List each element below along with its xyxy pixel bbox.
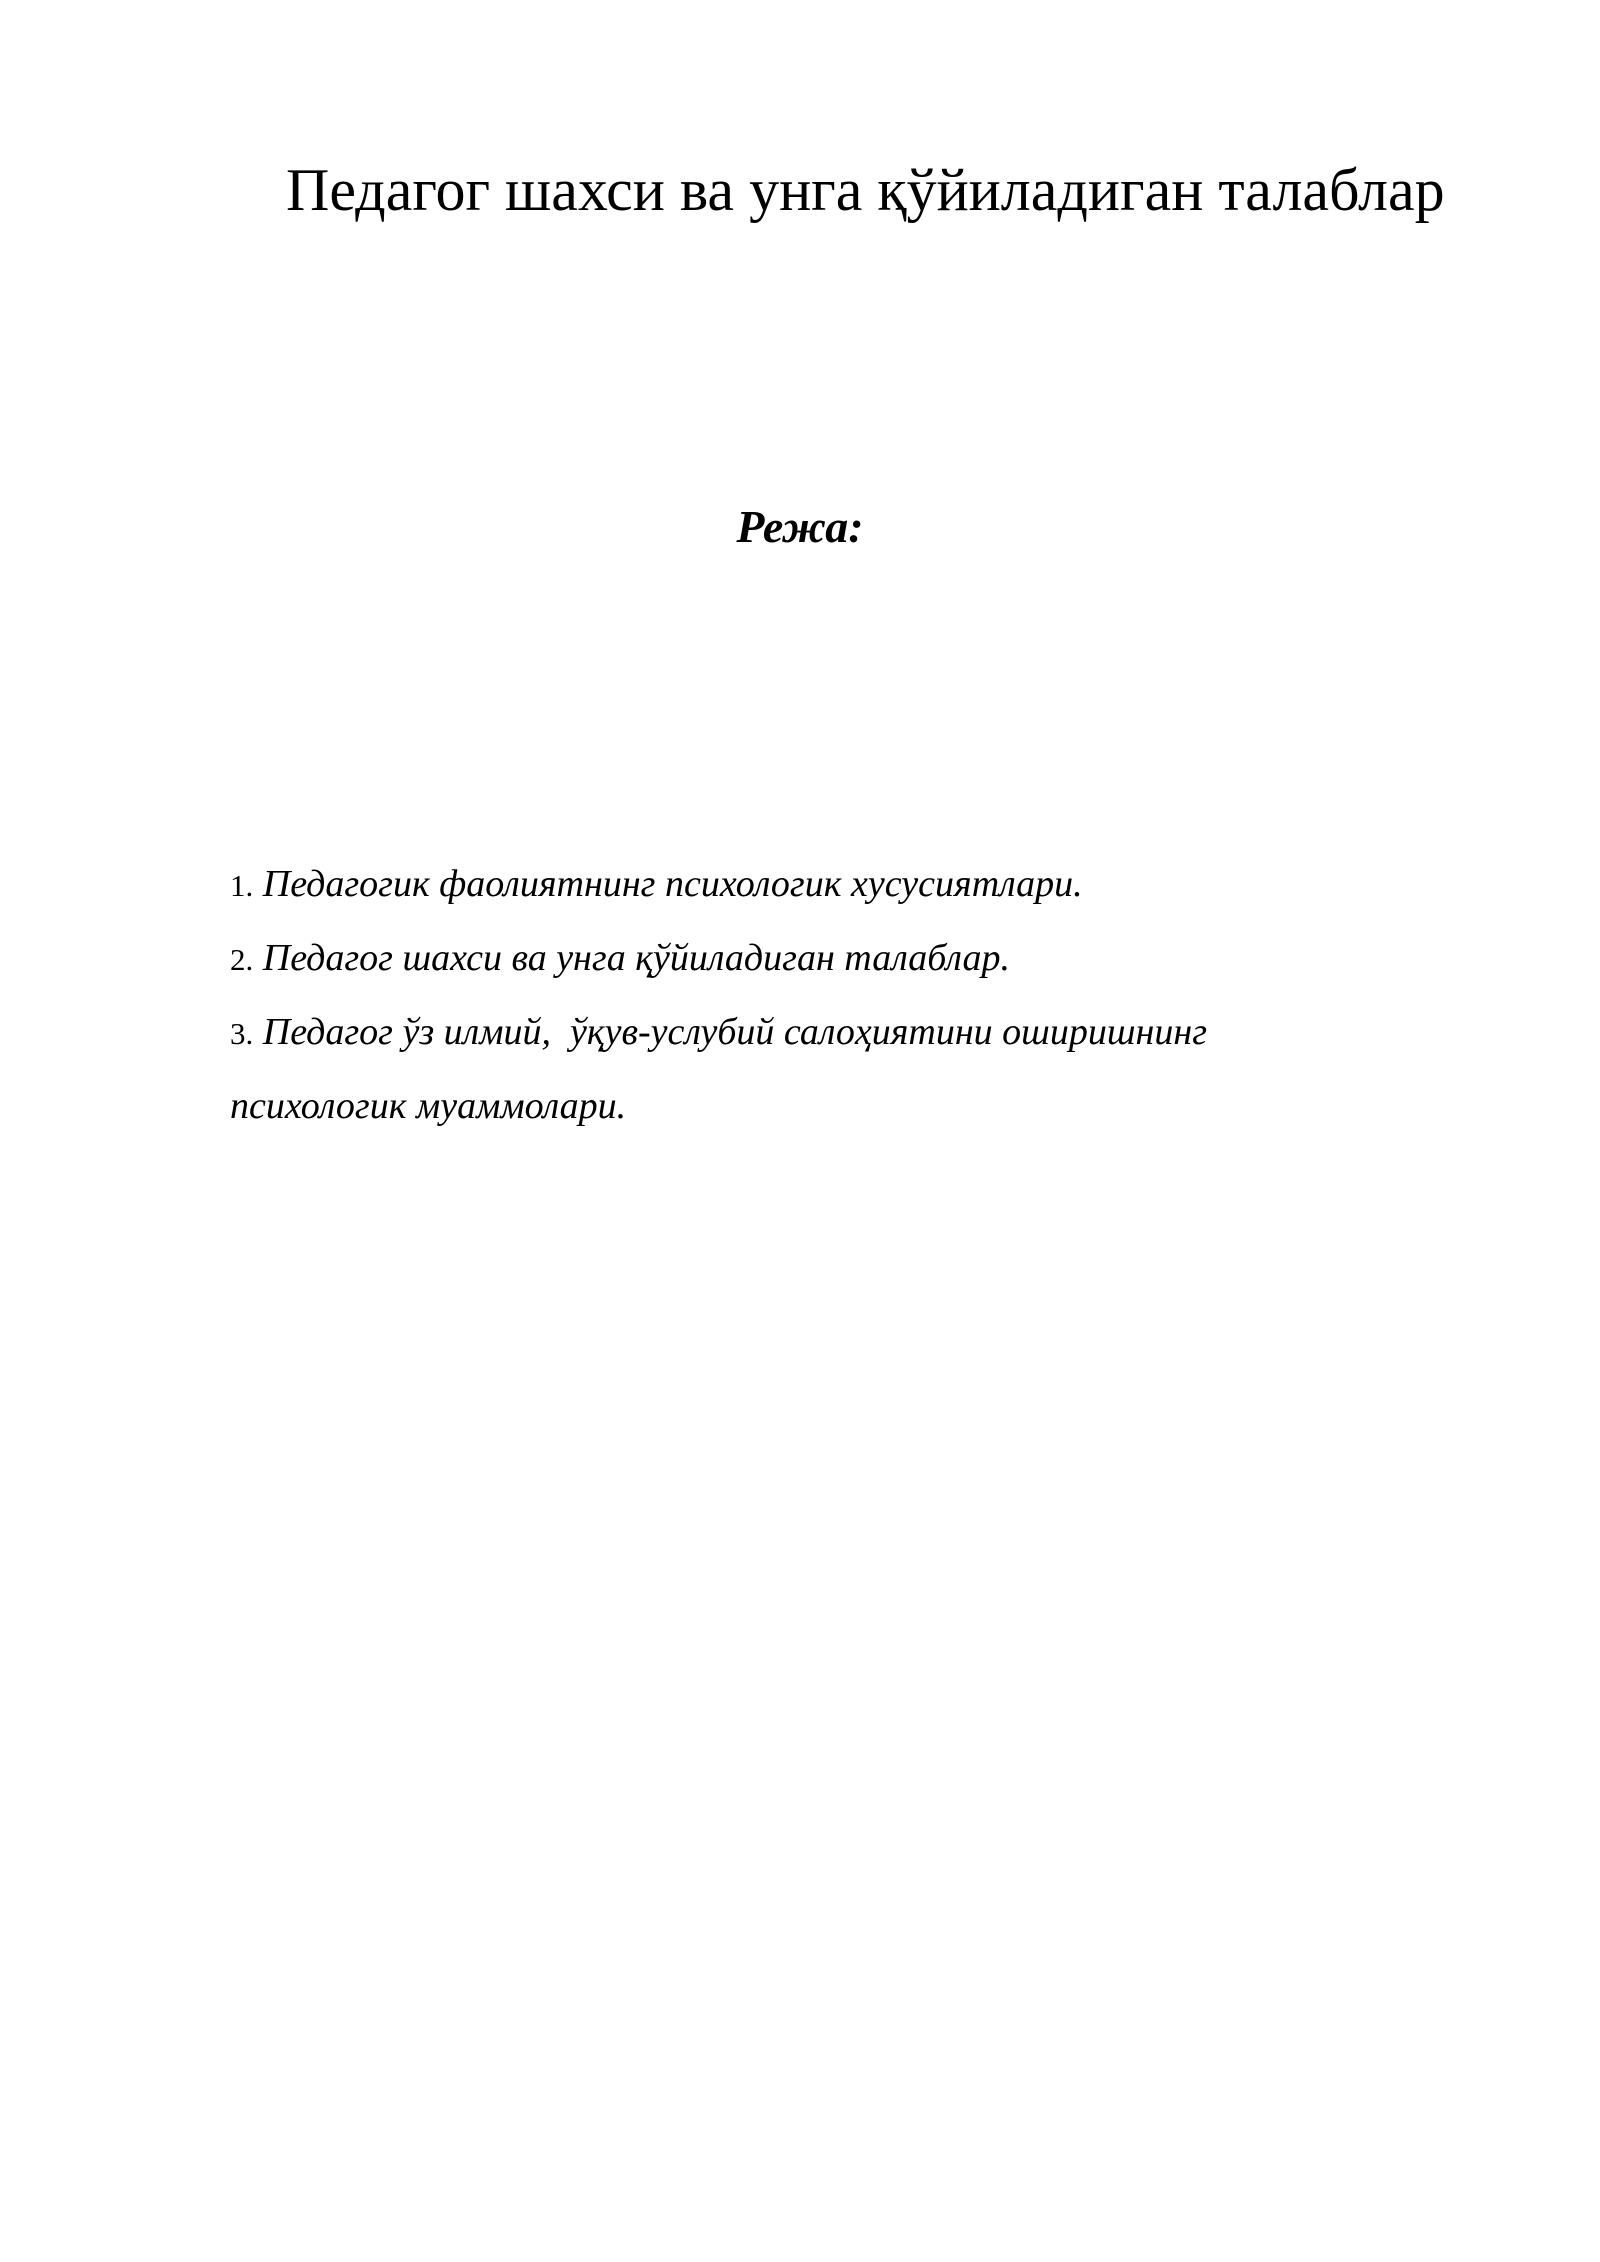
plan-item-number: 3. [230, 1016, 254, 1051]
plan-item-text: Педагог ўз илмий, ўқув-услубий салоҳиятини оширишнинг психологик муаммолари. [230, 1011, 1217, 1127]
plan-item-text: Педагог шахси ва унга қўйиладиган талаблар. [262, 937, 1010, 979]
plan-item-number: 2. [230, 942, 254, 977]
plan-list [230, 848, 1380, 1143]
plan-item [230, 996, 1380, 1143]
plan-item-number: 1. [230, 868, 254, 903]
plan-heading: Режа: [736, 501, 864, 552]
document-title: Педагог шахси ва унга қўйиладиган талаблар [286, 157, 1445, 223]
plan-item [230, 922, 1380, 996]
plan-item-text: Педагогик фаолиятнинг психологик хусусиятлари. [262, 863, 1083, 905]
plan-item [230, 848, 1380, 922]
